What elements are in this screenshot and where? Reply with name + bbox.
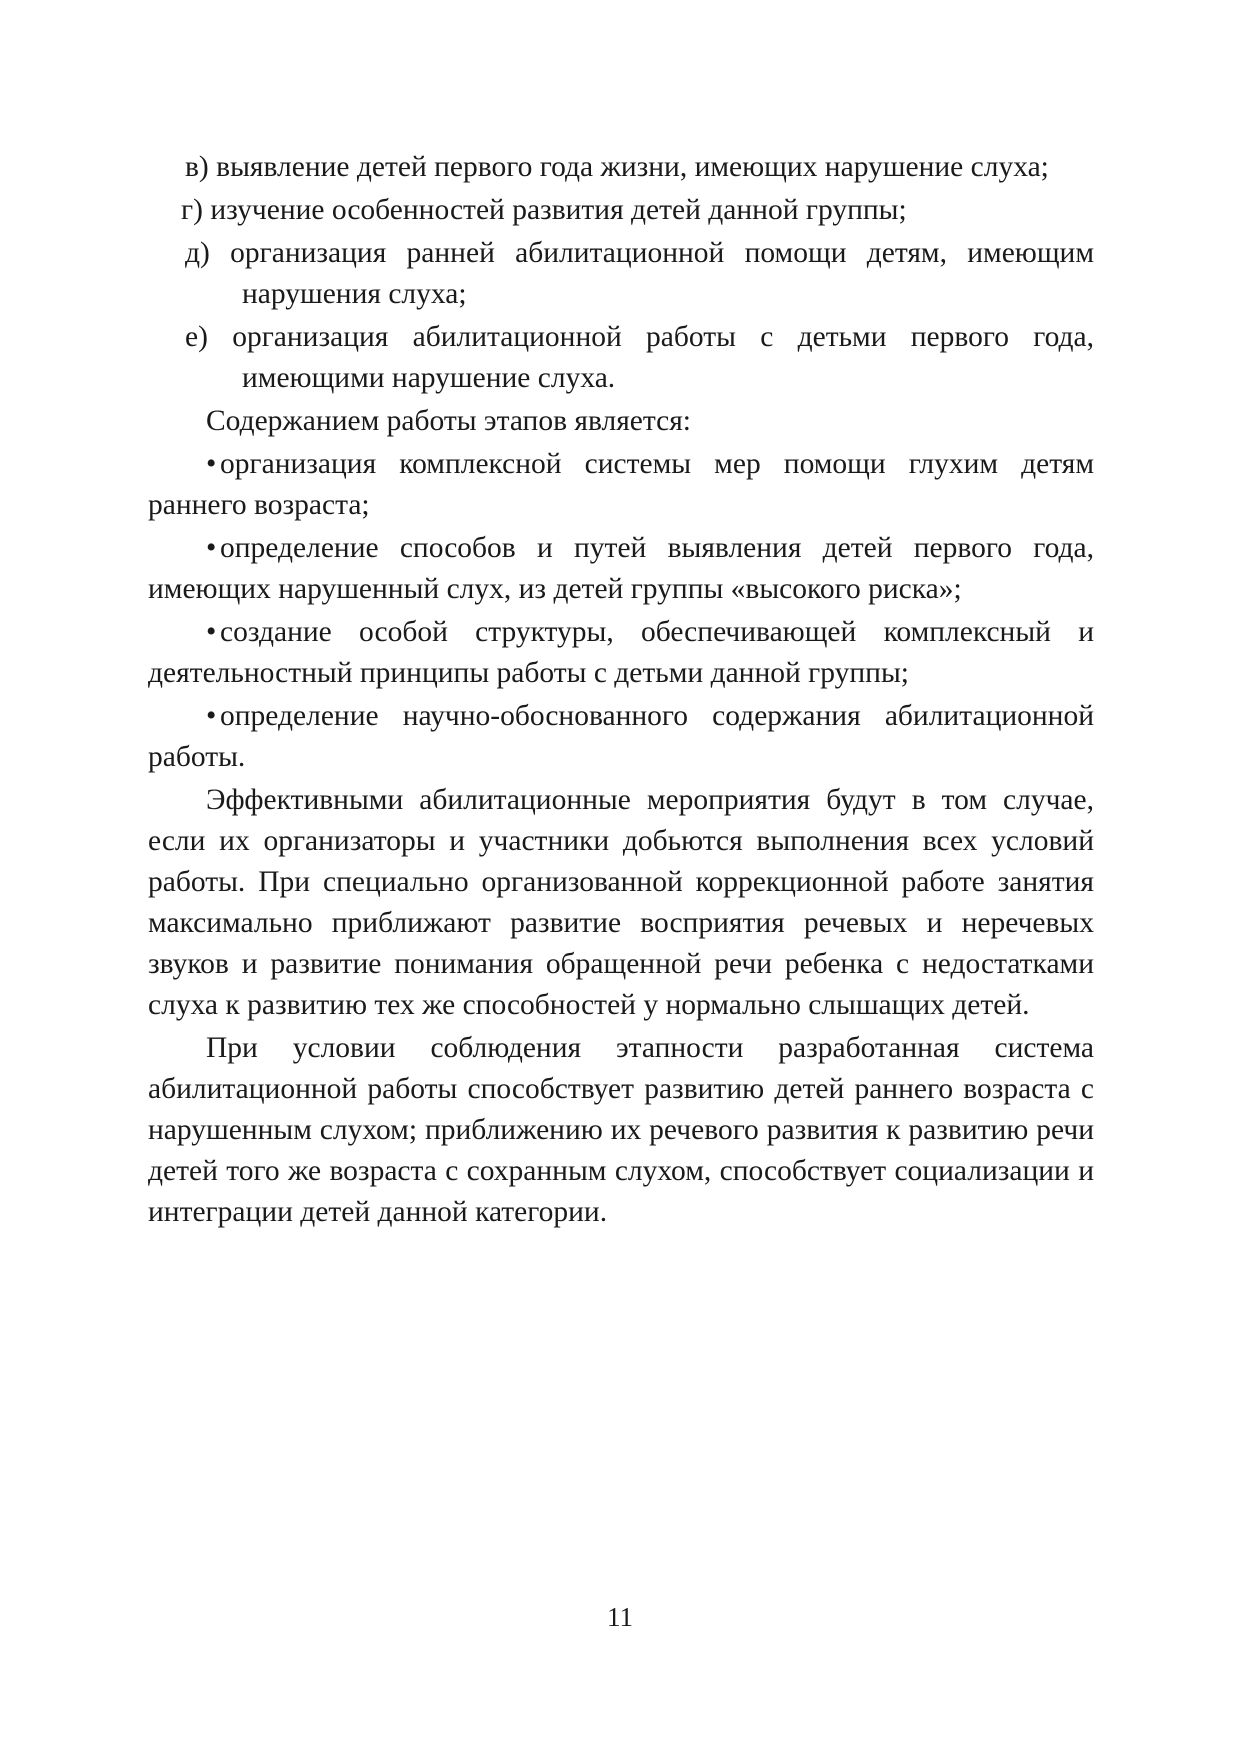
section-lead: Содержанием работы этапов является: <box>206 405 691 437</box>
body-paragraph: При условии соблюдения этапности разработанная система абилитационной работы способствует развитию детей раннего возраста с нарушенным слухом; приближению их речевого развития к развитию речи детей того же возраста с сохранным слухом, способствует социализации и интеграции детей данной категории. <box>148 1032 1094 1228</box>
bullet-icon: • <box>206 616 217 648</box>
bullet-item <box>148 612 1094 694</box>
list-item <box>148 233 1094 315</box>
bullet-text: организация комплексной системы мер помощи глухим детям раннего возраста; <box>148 448 1094 521</box>
bullet-item <box>148 528 1094 610</box>
list-item <box>148 147 1094 188</box>
bullet-item <box>148 444 1094 526</box>
page-number: 11 <box>607 1602 633 1632</box>
bullet-icon: • <box>206 448 217 480</box>
bullet-text: определение способов и путей выявления детей первого года, имеющих нарушенный слух, из детей группы «высокого риска»; <box>148 532 1094 605</box>
bullet-item <box>148 696 1094 778</box>
list-marker: в) <box>185 151 209 183</box>
body-paragraph: Эффективными абилитационные мероприятия будут в том случае, если их организаторы и участники добьются выполнения всех условий работы. При специально организованной коррекционной работе занятия максимально приближают развитие восприятия речевых и неречевых звуков и развитие понимания обращенной речи ребенка с недостатками слуха к развитию тех же способностей у нормально слышащих детей. <box>148 784 1094 1021</box>
list-item <box>148 190 1094 231</box>
page-content <box>148 147 1094 1233</box>
list-item-text: выявление детей первого года жизни, имеющих нарушение слуха; <box>216 151 1049 183</box>
list-marker: е) <box>185 321 208 353</box>
list-marker: г) <box>181 194 203 226</box>
bullet-icon: • <box>206 700 217 732</box>
list-marker: д) <box>185 237 210 269</box>
bullet-text: определение научно-обоснованного содержания абилитационной работы. <box>148 700 1094 773</box>
list-item-text: организация абилитационной работы с детьми первого года, имеющими нарушение слуха. <box>232 321 1094 394</box>
list-item-text: изучение особенностей развития детей данной группы; <box>210 194 907 226</box>
list-item-text: организация ранней абилитационной помощи детям, имеющим нарушения слуха; <box>230 237 1094 310</box>
bullet-icon: • <box>206 532 217 564</box>
bullet-text: создание особой структуры, обеспечивающей комплексный и деятельностный принципы работы с детьми данной группы; <box>148 616 1094 689</box>
list-item <box>148 317 1094 399</box>
